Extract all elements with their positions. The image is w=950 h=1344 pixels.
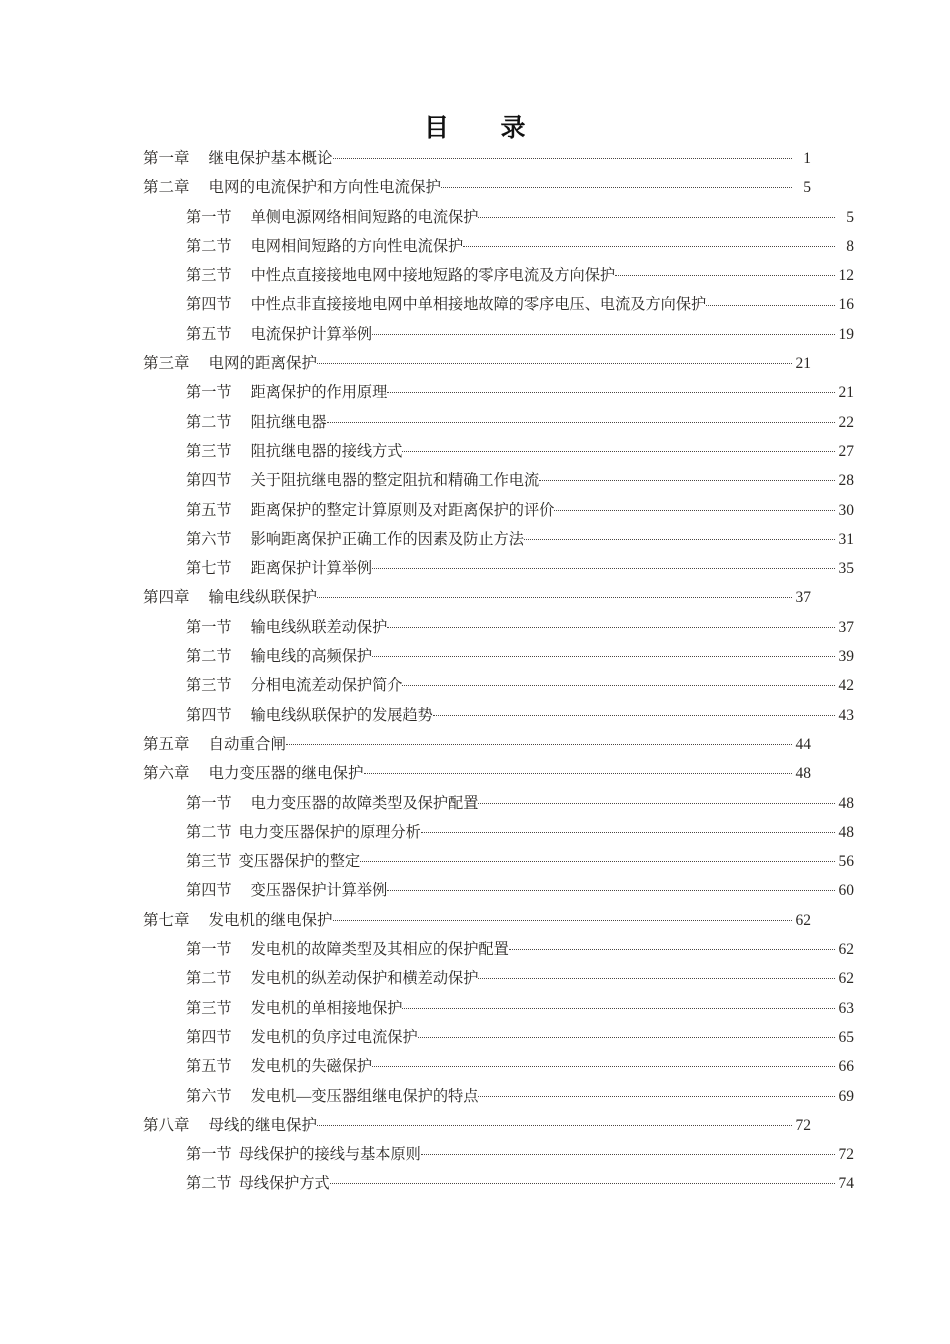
- toc-dot-leader: [539, 470, 835, 485]
- toc-section-entry[interactable]: [143, 935, 854, 964]
- toc-entry-page-number: 28: [838, 472, 854, 490]
- toc-entry-title: 距离保护的作用原理: [250, 384, 388, 402]
- toc-dot-leader: [433, 704, 835, 719]
- toc-dot-leader: [706, 294, 835, 309]
- toc-entry-title: 电力变压器的继电保护: [208, 765, 364, 783]
- toc-entry-title: 电流保护计算举例: [250, 325, 373, 343]
- toc-entry-number: 第八章: [143, 1116, 190, 1134]
- toc-entry-number: 第五节: [186, 325, 232, 343]
- toc-entry-number: 第一章: [143, 150, 190, 167]
- toc-section-entry[interactable]: [143, 466, 854, 495]
- toc-dot-leader: [421, 822, 835, 837]
- toc-entry-number: 第七章: [143, 911, 190, 929]
- toc-entry-number: 第二章: [143, 179, 190, 197]
- toc-entry-page-number: 72: [795, 1116, 811, 1134]
- toc-entry-number: 第三节: [186, 999, 232, 1017]
- toc-entry-page-number: 63: [838, 999, 854, 1017]
- toc-chapter-entry[interactable]: [143, 583, 811, 612]
- toc-entry-number: 第四节: [186, 472, 232, 490]
- toc-entry-page-number: 42: [838, 677, 854, 695]
- toc-section-entry[interactable]: [143, 378, 854, 407]
- toc-entry-page-number: 37: [838, 618, 854, 636]
- toc-section-entry[interactable]: [143, 1052, 854, 1081]
- toc-entry-number: 第一节: [186, 941, 232, 959]
- toc-entry-number: 第二节: [186, 823, 232, 841]
- toc-entry-page-number: 62: [838, 941, 854, 959]
- toc-entry-page-number: 21: [838, 384, 854, 402]
- toc-entry-page-number: 69: [838, 1087, 854, 1105]
- toc-section-entry[interactable]: [143, 642, 854, 671]
- toc-dot-leader: [441, 177, 792, 193]
- toc-section-entry[interactable]: [143, 818, 854, 847]
- toc-dot-leader: [387, 880, 835, 895]
- toc-entry-title: 发电机—变压器组继电保护的特点: [250, 1087, 479, 1105]
- toc-entry-title: 发电机的继电保护: [208, 911, 333, 929]
- toc-entry-title: 自动重合闸: [208, 735, 287, 753]
- toc-dot-leader: [286, 733, 792, 749]
- toc-chapter-entry[interactable]: [143, 349, 811, 378]
- toc-entry-title: 输电线纵联保护的发展趋势: [250, 706, 433, 724]
- toc-dot-leader: [327, 411, 836, 426]
- toc-entry-title: 变压器保护的整定: [238, 853, 361, 871]
- toc-entry-number: 第一节: [186, 618, 232, 636]
- toc-entry-page-number: 12: [838, 267, 854, 285]
- toc-dot-leader: [478, 1085, 835, 1100]
- toc-entry-title: 电网的距离保护: [208, 355, 318, 373]
- toc-dot-leader: [372, 1056, 835, 1071]
- toc-dot-leader: [554, 499, 835, 514]
- toc-section-entry[interactable]: [143, 203, 854, 232]
- toc-entry-number: 第一节: [186, 208, 232, 226]
- toc-entry-number: 第六节: [186, 530, 232, 548]
- toc-entry-page-number: 35: [838, 560, 854, 578]
- toc-entry-number: 第三章: [143, 355, 190, 373]
- toc-entry-number: 第四节: [186, 706, 232, 724]
- toc-entry-title: 阻抗继电器: [250, 413, 327, 431]
- toc-section-entry[interactable]: [143, 789, 854, 818]
- toc-entry-page-number: 60: [838, 882, 854, 900]
- toc-entry-page-number: 62: [838, 970, 854, 988]
- toc-chapter-entry[interactable]: [143, 1111, 811, 1140]
- toc-entry-page-number: 43: [838, 706, 854, 724]
- toc-entry-title: 继电保护基本概论: [208, 150, 333, 167]
- toc-entry-page-number: 16: [838, 296, 854, 314]
- toc-dot-leader: [509, 939, 835, 954]
- toc-entry-number: 第三节: [186, 677, 232, 695]
- toc-section-entry[interactable]: [143, 261, 854, 290]
- toc-dot-leader: [402, 997, 835, 1012]
- toc-entry-title: 电网相间短路的方向性电流保护: [250, 237, 464, 255]
- toc-entry-page-number: 27: [838, 442, 854, 460]
- toc-chapter-entry[interactable]: [143, 759, 811, 788]
- toc-entry-page-number: 48: [795, 765, 811, 783]
- toc-section-entry[interactable]: [143, 1169, 854, 1198]
- toc-section-entry[interactable]: [143, 554, 854, 583]
- toc-dot-leader: [372, 646, 835, 661]
- toc-dot-leader: [418, 1027, 835, 1042]
- toc-section-entry[interactable]: [143, 876, 854, 905]
- toc-entry-page-number: 44: [795, 735, 811, 753]
- toc-entry-title: 电网的电流保护和方向性电流保护: [208, 179, 442, 197]
- toc-entry-number: 第二节: [186, 413, 232, 431]
- toc-entry-number: 第一节: [186, 794, 232, 812]
- toc-section-entry[interactable]: [143, 232, 854, 261]
- table-of-contents-list: [143, 144, 854, 1199]
- toc-entry-number: 第五节: [186, 501, 232, 519]
- toc-section-entry[interactable]: [143, 701, 854, 730]
- toc-entry-title: 输电线纵联差动保护: [250, 618, 388, 636]
- toc-entry-page-number: 30: [838, 501, 854, 519]
- toc-entry-number: 第六节: [186, 1087, 232, 1105]
- page-title: 目 录: [423, 115, 526, 142]
- toc-entry-number: 第三节: [186, 267, 232, 285]
- toc-section-entry[interactable]: [143, 671, 854, 700]
- toc-entry-number: 第四节: [186, 882, 232, 900]
- toc-dot-leader: [478, 968, 835, 983]
- toc-entry-title: 发电机的失磁保护: [250, 1058, 373, 1076]
- toc-dot-leader: [333, 148, 792, 164]
- toc-dot-leader: [360, 851, 835, 866]
- toc-entry-title: 距离保护计算举例: [250, 560, 373, 578]
- toc-entry-number: 第六章: [143, 765, 190, 783]
- toc-dot-leader: [478, 792, 835, 807]
- toc-section-entry[interactable]: [143, 1140, 854, 1169]
- toc-dot-leader: [317, 353, 792, 369]
- toc-entry-number: 第四章: [143, 589, 190, 607]
- toc-entry-title: 中性点直接接地电网中接地短路的零序电流及方向保护: [250, 267, 616, 285]
- toc-entry-number: 第一节: [186, 384, 232, 402]
- toc-section-entry[interactable]: [143, 496, 854, 525]
- toc-entry-number: 第四节: [186, 296, 232, 314]
- toc-entry-number: 第三节: [186, 853, 232, 871]
- toc-chapter-entry[interactable]: [143, 144, 811, 173]
- toc-dot-leader: [615, 265, 835, 280]
- toc-entry-page-number: 19: [838, 325, 854, 343]
- toc-entry-title: 影响距离保护正确工作的因素及防止方法: [250, 530, 524, 548]
- toc-entry-page-number: 31: [838, 530, 854, 548]
- toc-section-entry[interactable]: [143, 964, 854, 993]
- toc-entry-page-number: 8: [846, 237, 854, 255]
- toc-dot-leader: [364, 763, 792, 779]
- toc-dot-leader: [372, 558, 835, 573]
- toc-entry-page-number: 5: [846, 208, 854, 226]
- toc-section-entry[interactable]: [143, 320, 854, 349]
- toc-entry-number: 第五节: [186, 1058, 232, 1076]
- toc-entry-title: 关于阻抗继电器的整定阻抗和精确工作电流: [250, 472, 540, 490]
- toc-dot-leader: [387, 382, 835, 397]
- toc-section-entry[interactable]: [143, 847, 854, 876]
- toc-entry-page-number: 1: [803, 150, 811, 167]
- toc-entry-page-number: 22: [838, 413, 854, 431]
- toc-entry-title: 单侧电源网络相间短路的电流保护: [250, 208, 479, 226]
- toc-entry-page-number: 48: [838, 823, 854, 841]
- toc-entry-page-number: 39: [838, 648, 854, 666]
- toc-section-entry[interactable]: [143, 994, 854, 1023]
- toc-section-entry[interactable]: [143, 613, 854, 642]
- toc-entry-number: 第四节: [186, 1028, 232, 1046]
- toc-entry-page-number: 56: [838, 853, 854, 871]
- toc-entry-title: 电力变压器保护的原理分析: [238, 823, 421, 841]
- toc-section-entry[interactable]: [143, 1023, 854, 1052]
- toc-entry-page-number: 72: [838, 1146, 854, 1164]
- toc-entry-number: 第五章: [143, 735, 190, 753]
- toc-entry-title: 距离保护的整定计算原则及对距离保护的评价: [250, 501, 555, 519]
- toc-section-entry[interactable]: [143, 525, 854, 554]
- toc-chapter-entry[interactable]: [143, 173, 811, 202]
- toc-entry-page-number: 21: [795, 355, 811, 373]
- toc-section-entry[interactable]: [143, 437, 854, 466]
- toc-entry-page-number: 66: [838, 1058, 854, 1076]
- toc-entry-title: 变压器保护计算举例: [250, 882, 388, 900]
- toc-section-entry[interactable]: [143, 1082, 854, 1111]
- toc-entry-page-number: 5: [803, 179, 811, 197]
- toc-dot-leader: [478, 206, 835, 221]
- toc-dot-leader: [372, 324, 835, 339]
- toc-entry-page-number: 74: [838, 1175, 854, 1193]
- toc-dot-leader: [524, 529, 835, 544]
- toc-dot-leader: [421, 1144, 835, 1159]
- toc-entry-number: 第三节: [186, 442, 232, 460]
- toc-entry-title: 电力变压器的故障类型及保护配置: [250, 794, 479, 812]
- toc-entry-number: 第二节: [186, 648, 232, 666]
- toc-entry-page-number: 48: [838, 794, 854, 812]
- toc-chapter-entry[interactable]: [143, 730, 811, 759]
- toc-dot-leader: [402, 675, 835, 690]
- toc-dot-leader: [333, 909, 792, 925]
- toc-dot-leader: [387, 617, 835, 632]
- toc-entry-page-number: 37: [795, 589, 811, 607]
- toc-entry-title: 发电机的纵差动保护和横差动保护: [250, 970, 479, 988]
- toc-entry-number: 第七节: [186, 560, 232, 578]
- toc-dot-leader: [317, 1114, 792, 1130]
- toc-entry-page-number: 65: [838, 1028, 854, 1046]
- toc-entry-title: 分相电流差动保护简介: [250, 677, 403, 695]
- toc-dot-leader: [330, 1173, 835, 1188]
- toc-entry-title: 母线的继电保护: [208, 1116, 318, 1134]
- toc-section-entry[interactable]: [143, 408, 854, 437]
- toc-entry-title: 发电机的负序过电流保护: [250, 1028, 418, 1046]
- toc-entry-page-number: 62: [795, 911, 811, 929]
- toc-dot-leader: [317, 587, 792, 603]
- toc-chapter-entry[interactable]: [143, 906, 811, 935]
- toc-section-entry[interactable]: [143, 290, 854, 319]
- toc-dot-leader: [463, 236, 835, 251]
- toc-entry-title: 阻抗继电器的接线方式: [250, 442, 403, 460]
- toc-entry-number: 第二节: [186, 1175, 232, 1193]
- toc-entry-title: 母线保护的接线与基本原则: [238, 1146, 421, 1164]
- toc-entry-number: 第二节: [186, 970, 232, 988]
- toc-entry-title: 中性点非直接接地电网中单相接地故障的零序电压、电流及方向保护: [250, 296, 707, 314]
- toc-entry-title: 发电机的故障类型及其相应的保护配置: [250, 941, 509, 959]
- toc-entry-title: 母线保护方式: [238, 1175, 330, 1193]
- toc-entry-title: 发电机的单相接地保护: [250, 999, 403, 1017]
- toc-entry-title: 输电线的高频保护: [250, 648, 373, 666]
- toc-entry-number: 第一节: [186, 1146, 232, 1164]
- toc-entry-title: 输电线纵联保护: [208, 589, 318, 607]
- toc-entry-number: 第二节: [186, 237, 232, 255]
- toc-dot-leader: [402, 441, 835, 456]
